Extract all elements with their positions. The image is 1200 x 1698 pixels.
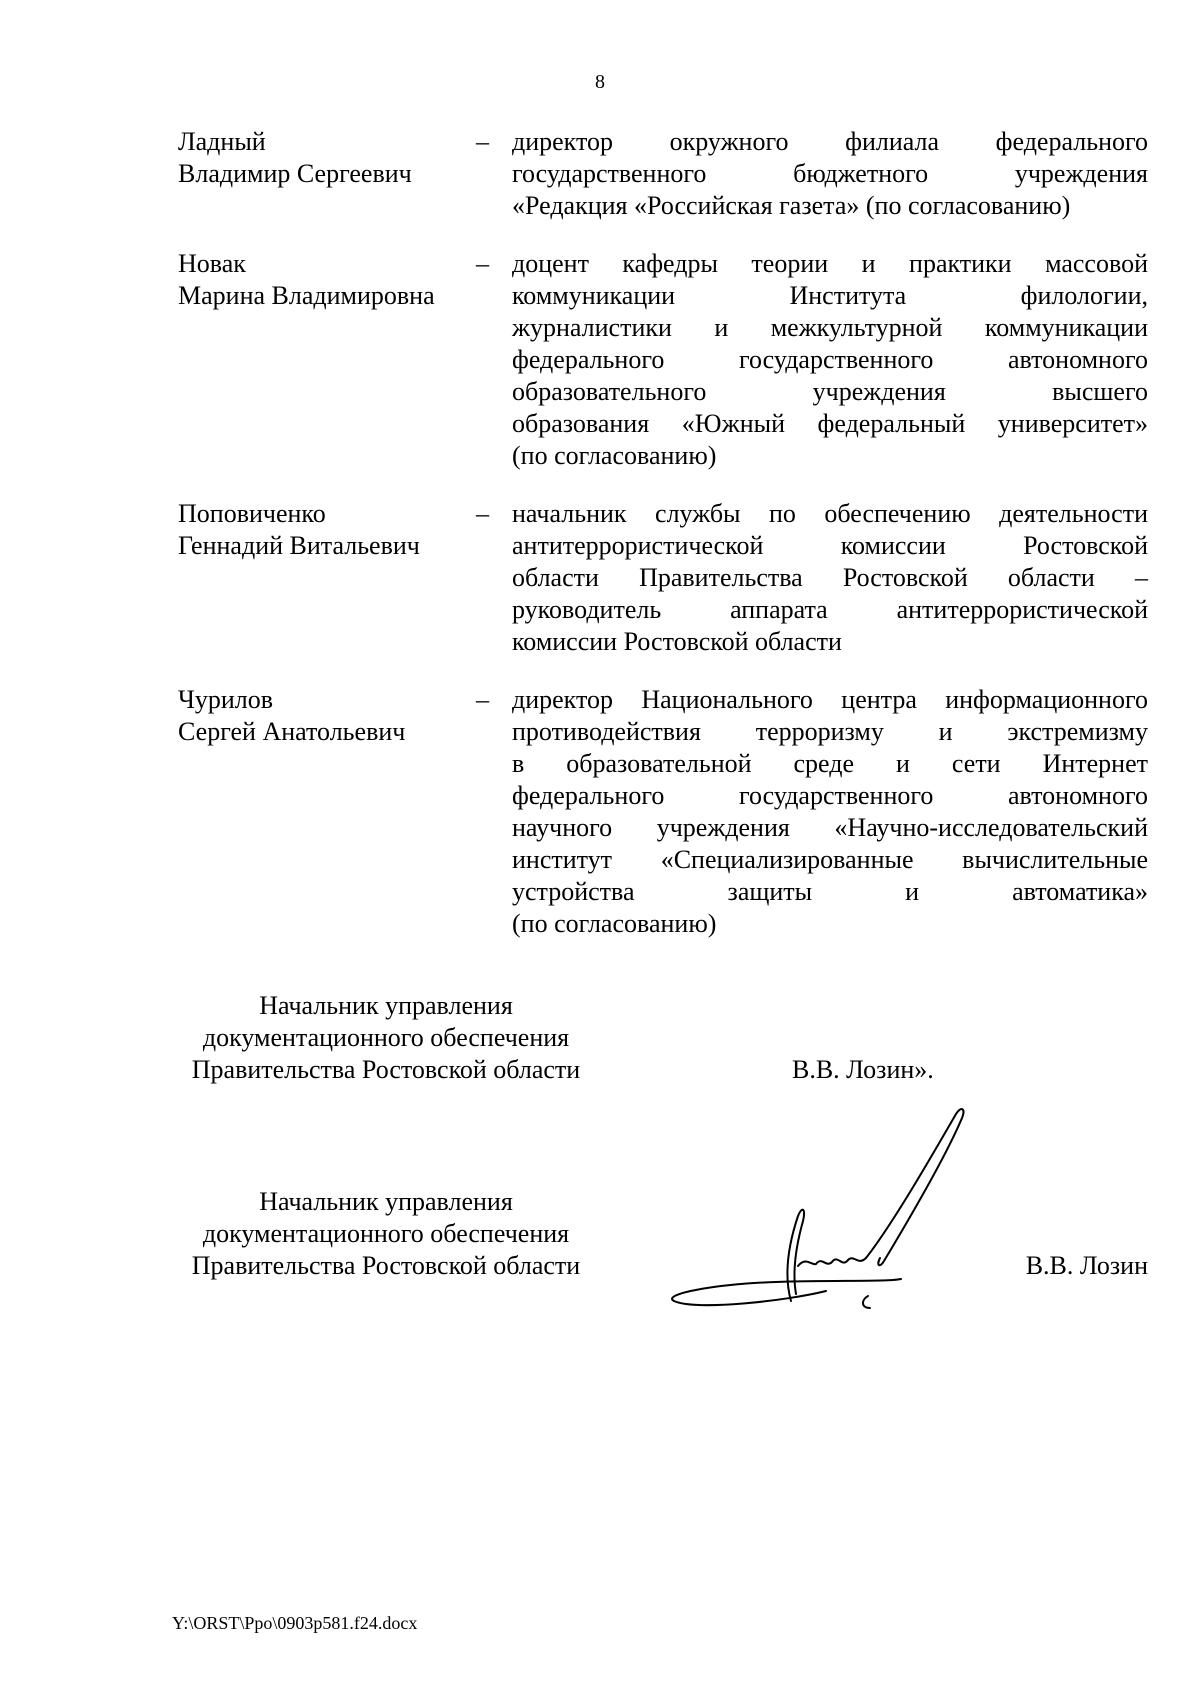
position-line: научного учреждения «Научно-исследовательский bbox=[512, 813, 1148, 842]
position-line: федерального государственного автономного bbox=[512, 781, 1148, 810]
position-line: федерального государственного автономного bbox=[512, 345, 1148, 374]
position-line: институт «Специализированные вычислительные bbox=[512, 845, 1148, 874]
footer-file-path: Y:\ORST\Ppo\0903p581.f24.docx bbox=[172, 1613, 418, 1633]
position-line: коммуникации Института филологии, bbox=[512, 281, 1148, 310]
position-line: области Правительства Ростовской области – bbox=[512, 563, 1148, 592]
position-line: комиссии Ростовской области bbox=[512, 627, 842, 656]
member-dash: – bbox=[476, 685, 489, 714]
signatory-title-line: Правительства Ростовской области bbox=[191, 1055, 581, 1084]
position-line: (по согласованию) bbox=[512, 909, 717, 938]
member-given-names: Сергей Анатольевич bbox=[178, 717, 406, 746]
member-name bbox=[178, 126, 476, 222]
position-line: образовательного учреждения высшего bbox=[512, 377, 1148, 406]
position-line: образования «Южный федеральный университет» bbox=[512, 409, 1148, 438]
position-line: доцент кафедры теории и практики массовой bbox=[512, 249, 1148, 278]
signature-block-first bbox=[168, 990, 1148, 1100]
member-name bbox=[178, 498, 476, 658]
member-given-names: Геннадий Витальевич bbox=[178, 531, 420, 560]
signatory-title bbox=[168, 1186, 604, 1282]
member-entry bbox=[178, 498, 1148, 658]
member-given-names: Владимир Сергеевич bbox=[178, 159, 412, 188]
signatory-name: В.В. Лозин bbox=[1025, 1251, 1148, 1280]
position-line: устройства защиты и автоматика» bbox=[512, 877, 1148, 906]
member-surname: Новак bbox=[178, 249, 246, 278]
signatory-title-line: документационного обеспечения bbox=[202, 1023, 570, 1052]
member-dash: – bbox=[476, 127, 489, 156]
member-position bbox=[512, 126, 1148, 222]
handwritten-signature-icon bbox=[656, 1096, 976, 1326]
position-line: противодействия терроризму и экстремизму bbox=[512, 717, 1148, 746]
member-surname: Поповиченко bbox=[178, 499, 326, 528]
position-line: журналистики и межкультурной коммуникации bbox=[512, 313, 1148, 342]
member-dash: – bbox=[476, 249, 489, 278]
member-entry bbox=[178, 248, 1148, 472]
member-entry bbox=[178, 684, 1148, 940]
signatory-title-line: Правительства Ростовской области bbox=[191, 1251, 581, 1280]
position-line: начальник службы по обеспечению деятельности bbox=[512, 499, 1148, 528]
position-line: в образовательной среде и сети Интернет bbox=[512, 749, 1148, 778]
position-line: директор окружного филиала федерального bbox=[512, 127, 1148, 156]
member-position bbox=[512, 248, 1148, 472]
signature-block-second bbox=[168, 1186, 1148, 1296]
signatory-title-line: документационного обеспечения bbox=[202, 1219, 570, 1248]
member-position bbox=[512, 498, 1148, 658]
signatory-title-line: Начальник управления bbox=[259, 1187, 513, 1216]
position-line: антитеррористической комиссии Ростовской bbox=[512, 531, 1148, 560]
position-line: государственного бюджетного учреждения bbox=[512, 159, 1148, 188]
members-list bbox=[178, 126, 1148, 966]
member-dash: – bbox=[476, 499, 489, 528]
member-given-names: Марина Владимировна bbox=[178, 281, 435, 310]
page-number: 8 bbox=[595, 71, 605, 93]
member-surname: Чурилов bbox=[178, 685, 274, 714]
member-position bbox=[512, 684, 1148, 940]
member-name bbox=[178, 248, 476, 472]
member-entry bbox=[178, 126, 1148, 222]
position-line: руководитель аппарата антитеррористической bbox=[512, 595, 1148, 624]
signatory-title bbox=[168, 990, 604, 1086]
signatory-title-line: Начальник управления bbox=[259, 991, 513, 1020]
position-line: «Редакция «Российская газета» (по согласованию) bbox=[512, 191, 1071, 220]
signatory-name: В.В. Лозин». bbox=[792, 1055, 934, 1084]
position-line: (по согласованию) bbox=[512, 441, 717, 470]
member-surname: Ладный bbox=[178, 127, 266, 156]
position-line: директор Национального центра информационного bbox=[512, 685, 1148, 714]
member-name bbox=[178, 684, 476, 940]
